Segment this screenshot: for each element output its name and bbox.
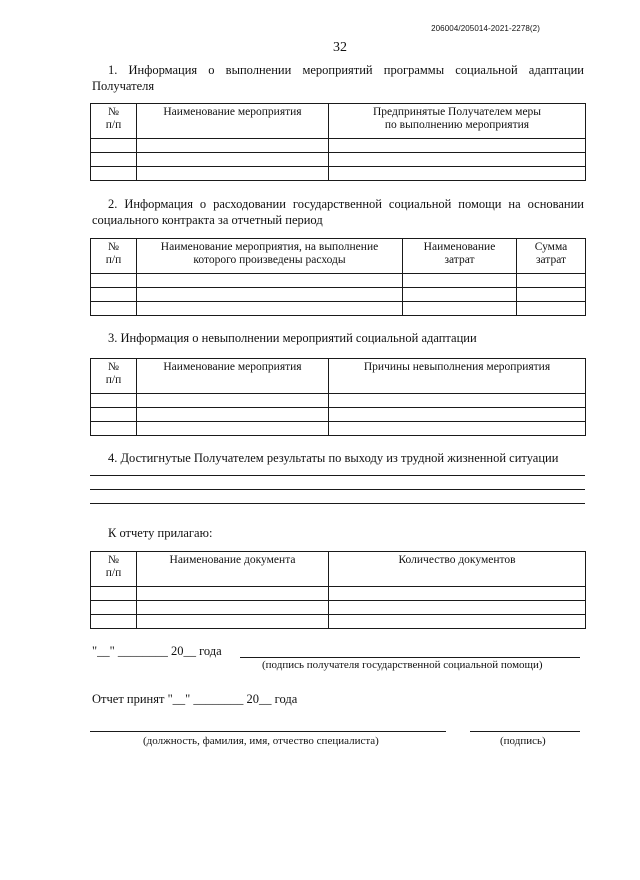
section1-header-number: № п/п [91,104,137,139]
section1-title-line1: 1. Информация о выполнении мероприятий программы социальной адаптации [108,63,584,77]
section4-answer-line[interactable] [90,475,585,476]
section4-title: 4. Достигнутые Получателем результаты по выходу из трудной жизненной ситуации [108,451,559,465]
table-row[interactable] [91,615,586,629]
section4-answer-line[interactable] [90,503,585,504]
section2-header-activity: Наименование мероприятия, на выполнение которого произведены расходы [137,239,403,274]
signature-date-field[interactable]: "__" ________ 20__ года [92,644,222,658]
section1-title-line2: Получателя [92,79,155,93]
attachments-table [90,551,586,629]
section1-table [90,103,586,181]
accepted-date-field[interactable]: Отчет принят "__" ________ 20__ года [92,692,298,706]
section3-header-reasons: Причины невыполнения мероприятия [329,359,586,394]
section3-header-activity: Наименование мероприятия [137,359,329,394]
section2-header-expense-name: Наименование затрат [403,239,517,274]
table-row[interactable] [91,422,586,436]
section2-table [90,238,586,316]
section2-title-line2: социального контракта за отчетный период [92,213,323,227]
section1-header-activity: Наименование мероприятия [137,104,329,139]
table-row[interactable] [91,601,586,615]
document-number: 206004/205014-2021-2278(2) [431,24,540,33]
attachments-title: К отчету прилагаю: [108,526,213,540]
table-row[interactable] [91,302,586,316]
recipient-signature-line[interactable] [240,657,580,658]
section3-table [90,358,586,436]
section3-title: 3. Информация о невыполнении мероприятий социальной адаптации [108,331,477,345]
attachments-header-document: Наименование документа [137,552,329,587]
table-row[interactable] [91,587,586,601]
section2-header-expense-sum: Сумма затрат [517,239,586,274]
specialist-signature-caption: (подпись) [500,735,546,747]
section4-answer-line[interactable] [90,489,585,490]
table-row[interactable] [91,288,586,302]
specialist-line[interactable] [90,731,446,732]
table-row[interactable] [91,167,586,181]
page-number: 32 [333,40,347,55]
section2-header-number: № п/п [91,239,137,274]
section3-header-number: № п/п [91,359,137,394]
attachments-header-number: № п/п [91,552,137,587]
table-row[interactable] [91,274,586,288]
section1-header-measures: Предпринятые Получателем меры по выполнению мероприятия [329,104,586,139]
table-row[interactable] [91,153,586,167]
table-row[interactable] [91,408,586,422]
specialist-caption: (должность, фамилия, имя, отчество специалиста) [143,735,379,747]
table-row[interactable] [91,139,586,153]
recipient-signature-caption: (подпись получателя государственной социальной помощи) [262,659,543,671]
specialist-signature-line[interactable] [470,731,580,732]
attachments-header-count: Количество документов [329,552,586,587]
section2-title-line1: 2. Информация о расходовании государственной социальной помощи на основании [108,197,584,211]
table-row[interactable] [91,394,586,408]
